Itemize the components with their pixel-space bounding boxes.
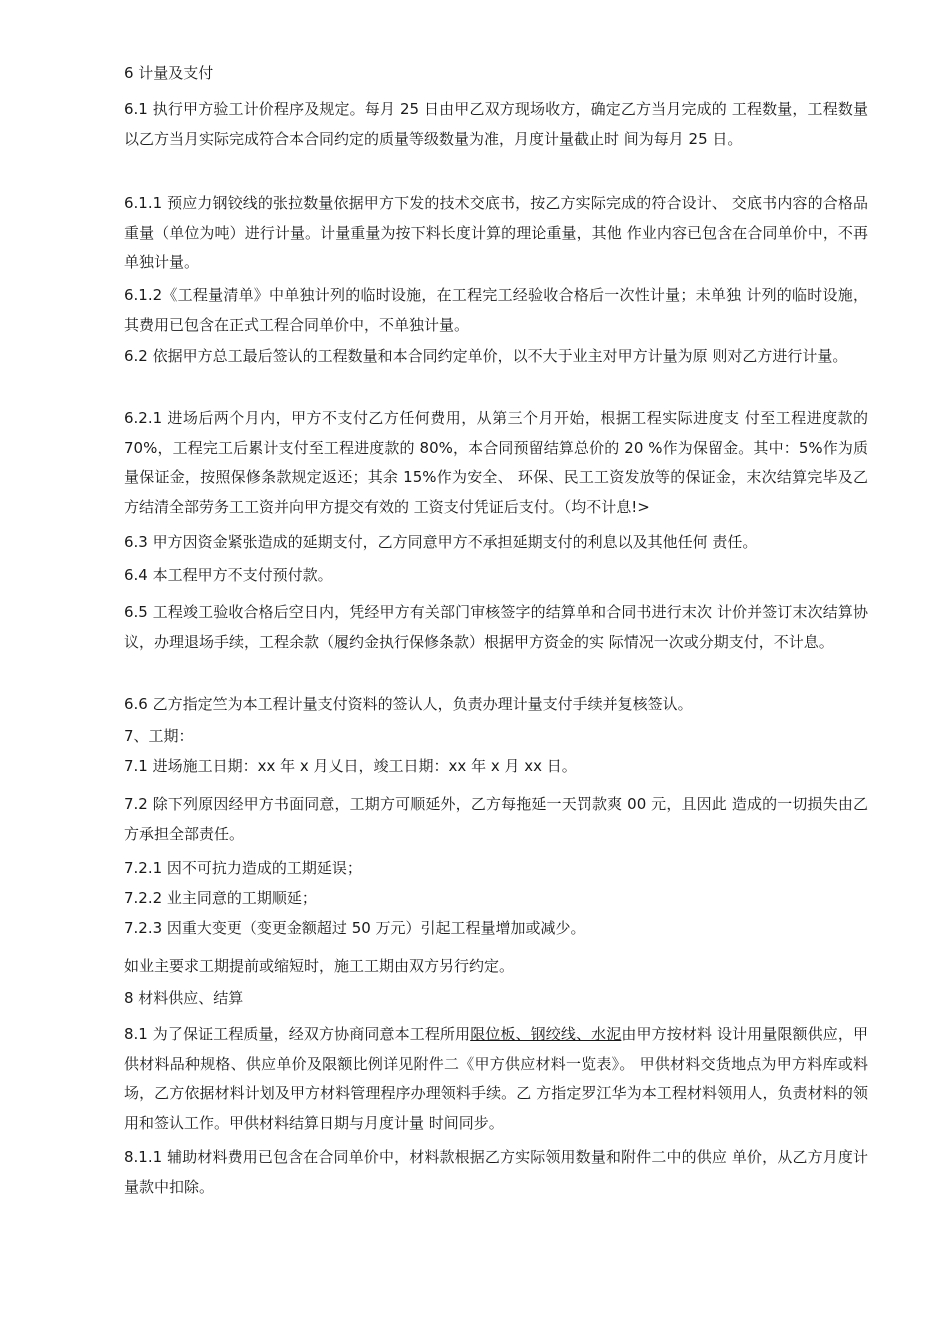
clause-8-1	[124, 1020, 868, 1138]
section-heading-6: 6 计量及支付	[124, 64, 214, 82]
clause-8-1-intro: 8.1 为了保证工程质量，经双方协商同意本工程所用	[124, 1025, 471, 1043]
clause-6-2: 6.2 依据甲方总工最后签认的工程数量和本合同约定单价，以不大于业主对甲方计量为原 则对乙方进行计量。	[124, 347, 848, 365]
clause-8-1-underlined-materials: 限位板、钢绞线、水泥	[470, 1025, 622, 1043]
clause-6-3: 6.3 甲方因资金紧张造成的延期支付，乙方同意甲方不承担延期支付的利息以及其他任何 责任。	[124, 533, 758, 551]
clause-6-1: 6.1 执行甲方验工计价程序及规定。每月 25 日由甲乙双方现场收方，确定乙方当月完成的 工程数量，工程数量以乙方当月实际完成符合本合同约定的质量等级数量为准，月度计量截止时 间为每月 25 日。	[124, 100, 868, 148]
clause-6-1-1: 6.1.1 预应力钢铰线的张拉数量依据甲方下发的技术交底书，按乙方实际完成的符合设计、 交底书内容的合格品重量（单位为吨）进行计量。计量重量为按下料长度计算的理论重量，其他 作业内容已包含在合同单价中，不再单独计量。	[124, 194, 868, 271]
clause-7-note: 如业主要求工期提前或缩短时，施工工期由双方另行约定。	[124, 957, 515, 975]
clause-7-2: 7.2 除下列原因经甲方书面同意，工期方可顺延外，乙方每拖延一天罚款爽 00 元，且因此 造成的一切损失由乙方承担全部责任。	[124, 795, 868, 843]
clause-6-1-2: 6.1.2《工程量清单》中单独计列的临时设施，在工程完工经验收合格后一次性计量；未单独 计列的临时设施，其费用已包含在正式工程合同单价中，不单独计量。	[124, 286, 868, 334]
clause-8-1-1: 8.1.1 辅助材料费用已包含在合同单价中，材料款根据乙方实际领用数量和附件二中的供应 单价，从乙方月度计量款中扣除。	[124, 1148, 868, 1196]
clause-6-4: 6.4 本工程甲方不支付预付款。	[124, 566, 333, 584]
section-heading-8: 8 材料供应、结算	[124, 989, 244, 1007]
clause-7-1: 7.1 进场施工日期：xx 年 x 月乂日，竣工日期：xx 年 x 月 xx 日。	[124, 757, 577, 775]
clause-7-2-1: 7.2.1 因不可抗力造成的工期延误；	[124, 859, 362, 877]
clause-6-2-1: 6.2.1 进场后两个月内，甲方不支付乙方任何费用，从第三个月开始，根据工程实际进度支 付至工程进度款的 70%，工程完工后累计支付至工程进度款的 80%，本合同预留结算总价的 20 %作为保留金。其中：5%作为质量保证金，按照保修条款规定返还；其余 15%作为安全、 环保、民工工资发放等的保证金，末次结算完毕及乙方结清全部劳务工工资并向甲方提交有效的 工资支付凭证后支付。（均不计息!>	[124, 409, 868, 516]
clause-6-6: 6.6 乙方指定竺为本工程计量支付资料的签认人，负责办理计量支付手续并复核签认。	[124, 695, 693, 713]
clause-7-2-2: 7.2.2 业主同意的工期顺延；	[124, 889, 317, 907]
section-heading-7: 7、工期：	[124, 727, 194, 745]
clause-8-1-rest: 由甲方按材料 设计用量限额供应，甲供材料品种规格、供应单价及限额比例详见附件二《甲方供应材料一览表》。 甲供材料交货地点为甲方料库或料场，乙方依据材料计划及甲方材料管理程序办理领料手续。乙 方指定罗江华为本工程材料领用人，负责材料的领用和签认工作。甲供材料结算日期与月度计量 时间同步。	[124, 1025, 868, 1132]
clause-6-5: 6.5 工程竣工验收合格后空日内，凭经甲方有关部门审核签字的结算单和合同书进行末次 计价并签订末次结算协议，办理退场手续，工程余款（履约金执行保修条款）根据甲方资金的实 际情况一次或分期支付，不计息。	[124, 603, 868, 651]
clause-7-2-3: 7.2.3 因重大变更（变更金额超过 50 万元）引起工程量增加或减少。	[124, 919, 586, 937]
